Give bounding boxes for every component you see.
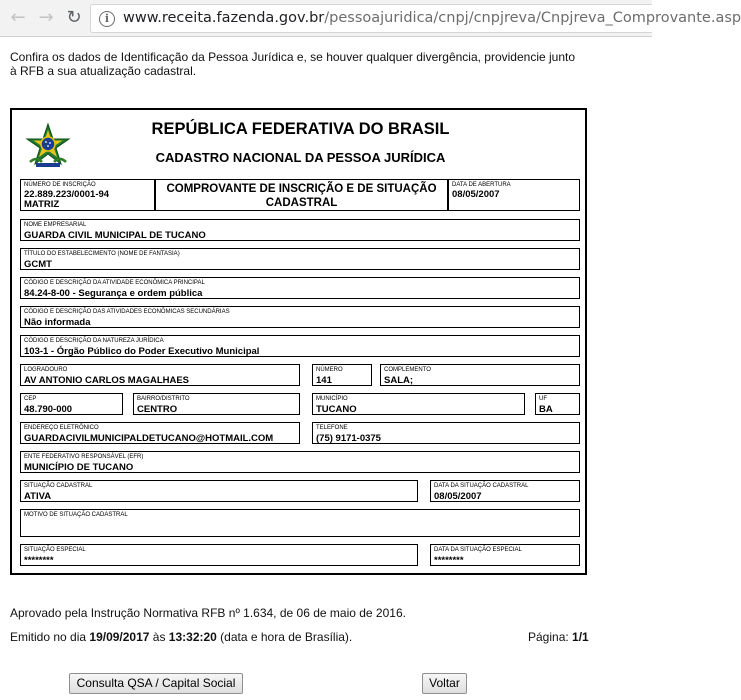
url-path: /pessoajuridica/cnpj/cnpjreva/Cnpjreva_Comprovante.asp — [324, 10, 741, 26]
field-value: 22.889.223/0001-94 — [24, 189, 110, 200]
field-bairro — [133, 393, 300, 415]
field-natureza-juridica — [20, 335, 580, 357]
emission-prefix: Emitido no dia — [10, 630, 90, 644]
field-situacao-especial — [20, 544, 418, 566]
field-value: BA — [539, 404, 553, 415]
back-arrow-icon[interactable]: ← — [10, 7, 26, 28]
field-value: GUARDACIVILMUNICIPALDETUCANO@HOTMAIL.COM — [24, 433, 274, 444]
field-numero — [312, 364, 372, 386]
field-label: ENTE FEDERATIVO RESPONSÁVEL (EFR) — [24, 454, 144, 460]
emission-line — [10, 630, 352, 644]
field-label: SITUAÇÃO CADASTRAL — [24, 483, 93, 489]
page-indicator — [528, 630, 589, 644]
field-label: CÓDIGO E DESCRIÇÃO DAS ATIVIDADES ECONÔMICAS SECUNDÁRIAS — [24, 309, 230, 315]
field-email — [20, 422, 300, 444]
page-label: Página: — [528, 630, 573, 644]
field-complemento — [380, 364, 580, 386]
approval-note: Aprovado pela Instrução Normativa RFB nº 1.634, de 06 de maio de 2016. — [10, 606, 406, 620]
field-label: CÓDIGO E DESCRIÇÃO DA ATIVIDADE ECONÔMICA PRINCIPAL — [24, 280, 205, 286]
field-value: 08/05/2007 — [452, 189, 500, 200]
field-label: NOME EMPRESARIAL — [24, 222, 87, 228]
site-info-icon[interactable]: i — [99, 11, 115, 27]
cnpj-certificate — [10, 108, 587, 575]
field-label: DATA DA SITUAÇÃO ESPECIAL — [434, 547, 522, 553]
emission-suffix: (data e hora de Brasília). — [216, 630, 353, 644]
field-value: 103-1 - Órgão Público do Poder Executivo Municipal — [24, 346, 260, 357]
field-motivo-situacao — [20, 509, 580, 537]
field-value: Não informada — [24, 317, 91, 328]
field-value: ******** — [24, 555, 54, 566]
field-label: NÚMERO — [316, 367, 343, 373]
field-uf — [535, 393, 580, 415]
field-efr — [20, 451, 580, 473]
field-value: 84.24-8-00 - Segurança e ordem pública — [24, 288, 203, 299]
field-value: TUCANO — [316, 404, 357, 415]
page-value: 1/1 — [572, 630, 589, 644]
field-value: MUNICÍPIO DE TUCANO — [24, 462, 134, 473]
field-abertura — [448, 179, 580, 211]
field-value: GCMT — [24, 259, 52, 270]
field-label: TÍTULO DO ESTABELECIMENTO (NOME DE FANTASIA) — [24, 251, 180, 257]
field-value: (75) 9171-0375 — [316, 433, 381, 444]
field-label: DATA DE ABERTURA — [452, 182, 511, 188]
field-label: NÚMERO DE INSCRIÇÃO — [24, 182, 96, 188]
browser-toolbar — [0, 0, 741, 37]
field-logradouro — [20, 364, 300, 386]
field-label: TELEFONE — [316, 425, 348, 431]
field-value: AV ANTONIO CARLOS MAGALHAES — [24, 375, 190, 386]
field-value: 08/05/2007 — [434, 491, 482, 502]
field-situacao-cadastral — [20, 480, 418, 502]
header-title: REPÚBLICA FEDERATIVA DO BRASIL — [151, 120, 450, 138]
forward-arrow-icon[interactable]: → — [38, 7, 54, 28]
field-nome-empresarial — [20, 219, 580, 241]
field-telefone — [312, 422, 580, 444]
voltar-button[interactable]: Voltar — [422, 673, 467, 694]
header-subtitle: CADASTRO NACIONAL DA PESSOA JURÍDICA — [155, 150, 446, 165]
field-label: COMPLEMENTO — [384, 367, 431, 373]
field-cep — [20, 393, 123, 415]
field-label: ENDEREÇO ELETRÔNICO — [24, 425, 99, 431]
field-atividade-principal — [20, 277, 580, 299]
field-label: DATA DA SITUAÇÃO CADASTRAL — [434, 483, 529, 489]
field-label: CEP — [24, 396, 37, 402]
emission-date: 19/09/2017 — [89, 630, 150, 644]
consulta-qsa-button[interactable]: Consulta QSA / Capital Social — [69, 673, 243, 694]
url-text[interactable] — [123, 10, 741, 26]
field-value: CENTRO — [137, 404, 178, 415]
field-label: UF — [539, 396, 547, 402]
field-label: CÓDIGO E DESCRIÇÃO DA NATUREZA JURÍDICA — [24, 338, 164, 344]
field-label: SITUAÇÃO ESPECIAL — [24, 547, 86, 553]
field-label: BAIRRO/DISTRITO — [137, 396, 190, 402]
field-value-type: MATRIZ — [24, 199, 60, 210]
field-value: SALA; — [384, 375, 414, 386]
field-comprovante-title — [155, 179, 448, 211]
field-atividades-secundarias — [20, 306, 580, 328]
field-value: ******** — [434, 555, 464, 566]
field-value: 141 — [316, 375, 332, 386]
emission-time: 13:32:20 — [168, 630, 217, 644]
intro-text: Confira os dados de Identificação da Pessoa Jurídica e, se houver qualquer divergência, providencie junto à RFB a sua atualização cadastral. — [10, 50, 576, 78]
field-label: MOTIVO DE SITUAÇÃO CADASTRAL — [24, 512, 128, 518]
field-value: ATIVA — [24, 491, 52, 502]
field-nome-fantasia — [20, 248, 580, 270]
field-data-situacao-especial — [430, 544, 580, 566]
field-value: 48.790-000 — [24, 404, 73, 415]
field-municipio — [312, 393, 525, 415]
field-inscricao — [20, 179, 155, 211]
reload-icon[interactable]: ↻ — [66, 7, 82, 28]
field-label: LOGRADOURO — [24, 367, 68, 373]
url-host: www.receita.fazenda.gov.br — [123, 10, 325, 26]
field-data-situacao — [430, 480, 580, 502]
address-bar[interactable] — [90, 4, 741, 33]
field-label: MUNICÍPIO — [316, 396, 348, 402]
comprovante-title: COMPROVANTE DE INSCRIÇÃO E DE SITUAÇÃO CADASTRAL — [166, 183, 437, 209]
emission-mid: às — [149, 630, 169, 644]
field-value: GUARDA CIVIL MUNICIPAL DE TUCANO — [24, 230, 206, 241]
